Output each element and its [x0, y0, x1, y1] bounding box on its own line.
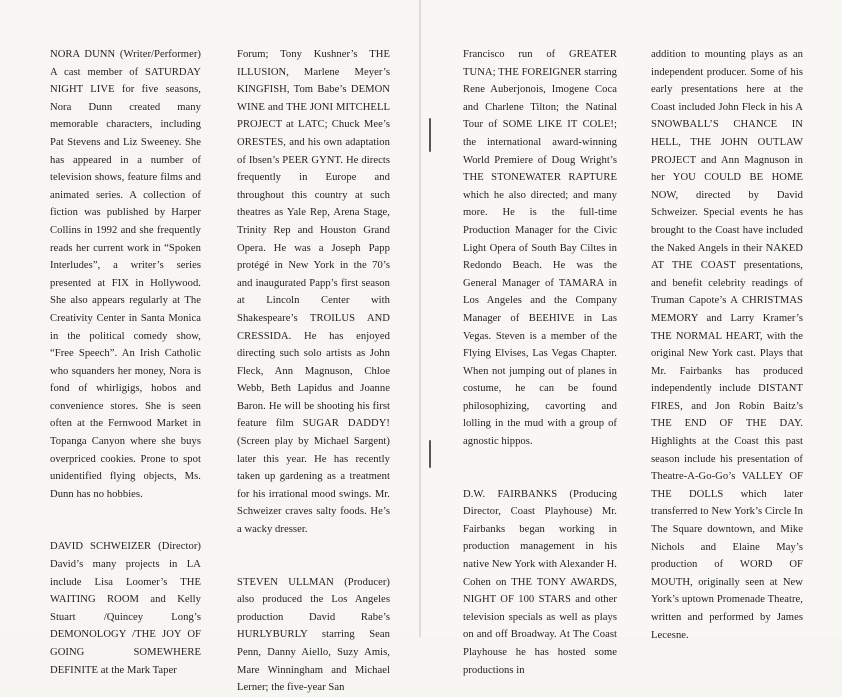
left-page — [0, 0, 421, 694]
bio-david-schweizer: DAVID SCHWEIZER (Director) David’s many projects in LA include Lisa Loomer’s THE WAITING ROOM and Kelly Stuart /Quincey Long’s DEMONOLOGY /THE JOY OF GOING SOMEWHERE DEFINITE at the Mark Taper — [50, 541, 201, 676]
bio-david-schweizer-continued: Forum; Tony Kushner’s THE ILLUSION, Marlene Meyer’s KINGFISH, Tom Babe’s DEMON WINE and THE JONI MITCHELL PROJECT at LATC; Chuck Mee’s ORESTES, and his own adaptation of Ibsen’s PEER GYNT. He directs frequently in Europe and throughout this country at such theatres as Yale Rep, Arena Stage, Trinity Rep and Houston Grand Opera. He was a Joseph Papp protégé in New York in the 70’s and inaugurated Papp’s first season at Lincoln Center with Shakespeare’s TROILUS AND CRESSIDA. He has enjoyed directing such solo artists as John Fleck, Ann Magnuson, Chloe Webb, Beth Lapidus and Joanne Baron. He will be shooting his first feature film SUGAR DADDY! (Screen play by Michael Sargent) later this year. He has recently taken up gardening as a treatment for his irrational mood swings. Mr. Schweizer craves salty foods. He’s a wacky dresser. — [237, 49, 390, 536]
column-4 — [651, 46, 803, 644]
bio-steven-ullman-continued: Francisco run of GREATER TUNA; THE FOREIGNER starring Rene Auberjonois, Imogene Coca and Charlene Tilton; the Natinal Tour of SOME LIKE IT COLE!; the international award-winning World Premiere of Doug Wright’s THE STONEWATER RAPTURE which he also directed; and many more. He is the full-time Production Manager for the Civic Light Opera of South Bay Ciltes in Redondo Beach. He was the General Manager of TAMARA in Los Angeles and the Company Manager of BEEHIVE in Las Vegas. Steven is a member of the Flying Elvises, Las Vegas Chapter. When not jumping out of planes in costume, he can be found philosophizing, cavorting and lolling in the mud with a group of agnostic hippos. — [463, 49, 617, 448]
column-2 — [237, 46, 390, 697]
bio-nora-dunn: NORA DUNN (Writer/Performer) A cast member of SATURDAY NIGHT LIVE for five seasons, Nora Dunn created many memorable characters, including Pat Stevens and Liz Sweeney. She has appeared in a number of television shows, feature films and animated series. A collection of fiction was published by Harper Collins in 1992 and she frequently reads her current work in “Spoken Interludes”, a writer’s series presented at FIX in Hollywood. She also appears regularly at The Creativity Center in Santa Monica in the political comedy show, “Free Speech”. An Irish Catholic who squanders her money, Nora is fond of whirligigs, hobos and convenience stores. She is seen often at the Fernwood Market in Topanga Canyon where she buys overpriced cookies. Prone to spot unidentified flying objects, Ms. Dunn has no hobbies. — [50, 49, 201, 500]
binding-staple-top — [429, 118, 431, 152]
bio-dw-fairbanks: D.W. FAIRBANKS (Producing Director, Coast Playhouse) Mr. Fairbanks began working in production management in his native New York with Alexander H. Cohen on THE TONY AWARDS, NIGHT OF 100 STARS and other television specials as well as plays on and off Broadway. At The Coast Playhouse he has hosted some productions in — [463, 488, 617, 676]
bio-steven-ullman: STEVEN ULLMAN (Producer) also produced the Los Angeles production David Rabe’s HURLYBURLY starring Sean Penn, Danny Aiello, Suzy Amis, Mare Winningham and Michael Lerner; the five-year San — [237, 576, 390, 694]
binding-staple-bottom — [429, 440, 431, 468]
column-1 — [50, 46, 201, 679]
bio-dw-fairbanks-continued: addition to mounting plays as an independent producer. Some of his early presentations here at the Coast included John Fleck in his A SNOWBALL’S CHANCE IN HELL, THE JOHN OUTLAW PROJECT and Ann Magnuson in her YOU COULD BE HOME NOW, directed by David Schweizer. Special events he has brought to the Coast have included the Naked Angels in their NAKED AT THE COAST presentations, and benefit celebrity readings of Truman Capote’s A CHRISTMAS MEMORY and Larry Kramer’s THE NORMAL HEART, with the original New York cast. Plays that Mr. Fairbanks has produced independently include DISTANT FIRES, and Jon Robin Baitz’s THE END OF THE DAY. Highlights at the Coast this past season include his presentation of Theatre-A-Go-Go’s VALLEY OF THE DOLLS which later transferred to New York’s Circle In The Square downtown, and Mike Nichols and Elaine May’s production of WORD OF MOUTH, originally seen at New York’s uptown Promenade Theatre, written and performed by James Lecesne. — [651, 49, 803, 641]
column-3 — [463, 46, 617, 679]
